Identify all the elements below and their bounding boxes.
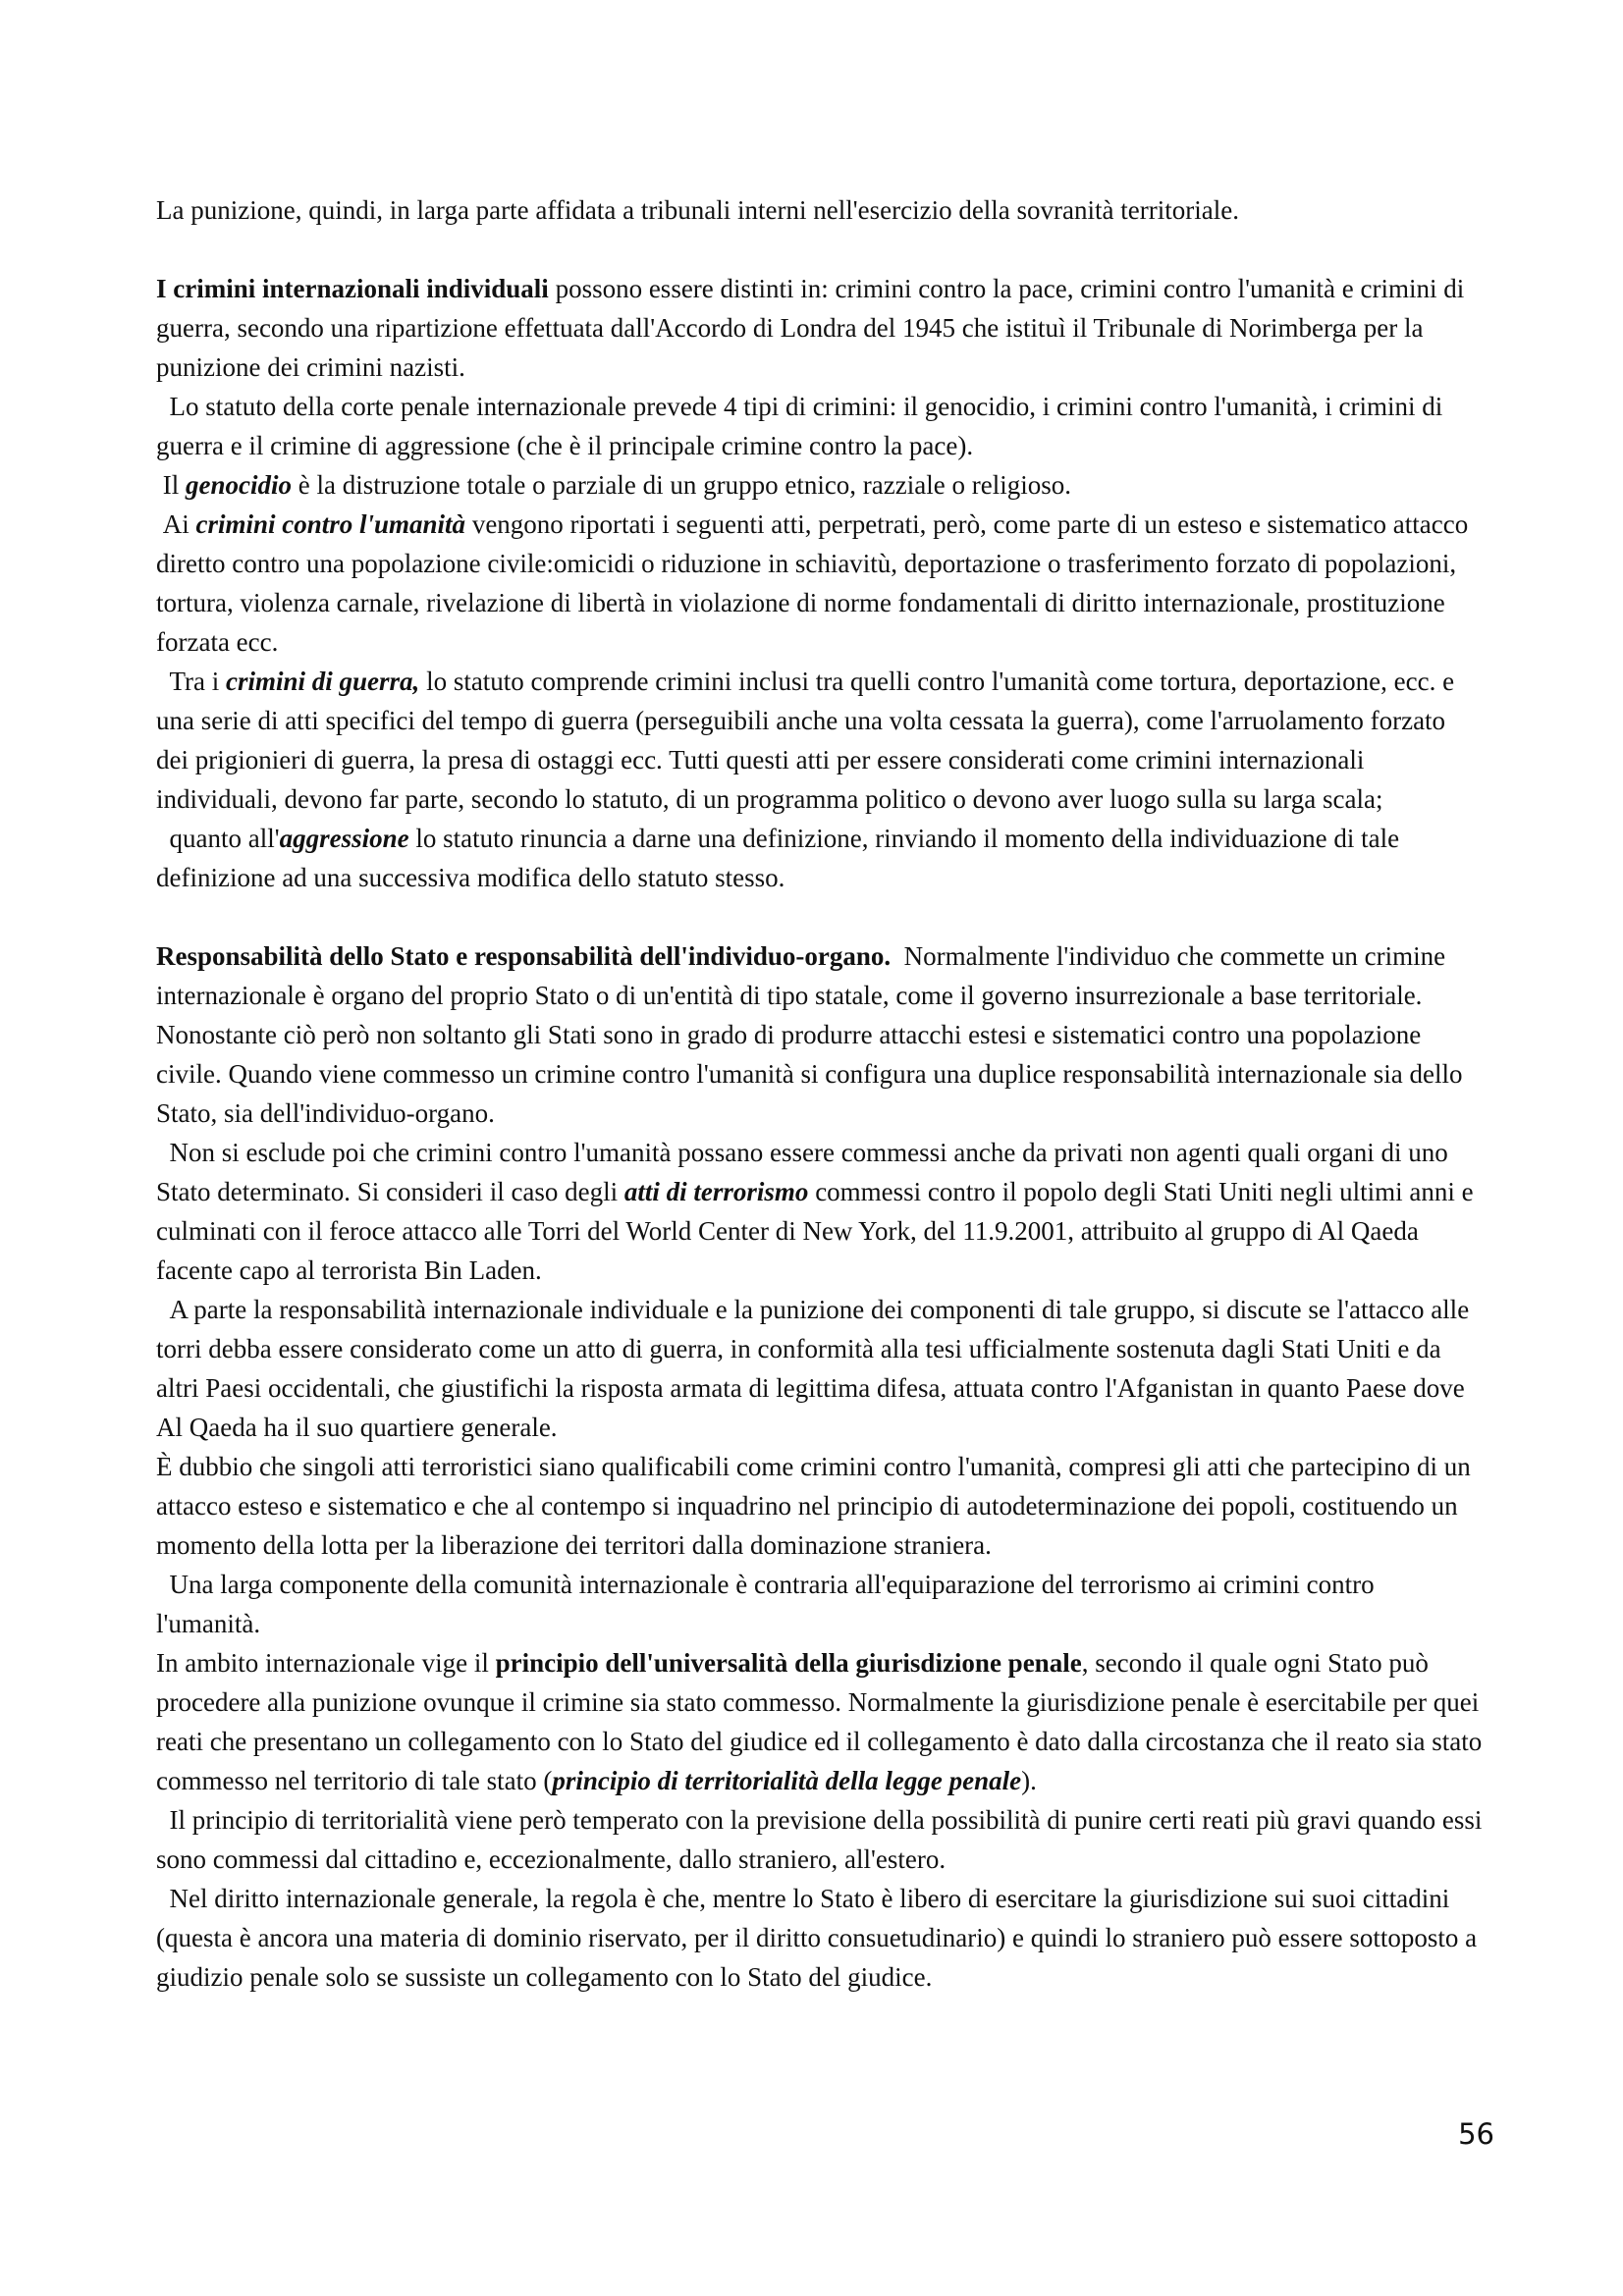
paragraph-text: Lo statuto della corte penale internazionale prevede 4 tipi di crimini: il genocidio, i crimini contro l'umanità, i crimini di guerra e il crimine di aggressione (che è il principale crimine contro la pace).: [156, 392, 1449, 460]
document-body: [156, 190, 1489, 1997]
paragraph-text: A parte la responsabilità internazionale individuale e la punizione dei componenti di tale gruppo, si discute se l'attacco alle torri debba essere considerato come un atto di guerra, in conformità alla tesi ufficialmente sostenuta dagli Stati Uniti e da altri Paesi occidentali, che giustifichi la risposta armata di legittima difesa, attuata contro l'Afganistan in quanto Paese dove Al Qaeda ha il suo quartiere generale.: [156, 1295, 1476, 1442]
emphasized-term: principio dell'universalità della giurisdizione penale: [495, 1648, 1082, 1678]
paragraph-text: lo statuto comprende crimini inclusi tra quelli contro l'umanità come tortura, deportazione, ecc. e una serie di atti specifici del tempo di guerra (perseguibili anche una volta cessata la guerra), come l'arruolamento forzato dei prigionieri di guerra, la presa di ostaggi ecc. Tutti questi atti per essere considerati come crimini internazionali individuali, devono far parte, secondo lo statuto, di un programma politico o devono aver luogo sulla su larga scala;: [156, 667, 1461, 814]
paragraph: [156, 936, 1484, 1133]
paragraph-text: Normalmente l'individuo che commette un crimine internazionale è organo del proprio Stato o di un'entità di tipo statale, come il governo insurrezionale a base territoriale. Nonostante ciò però non soltanto gli Stati sono in grado di produrre attacchi estesi e sistematici contro una popolazione civile. Quando viene commesso un crimine contro l'umanità si configura una duplice responsabilità internazionale sia dello Stato, sia dell'individuo-organo.: [156, 941, 1470, 1128]
paragraph: [156, 1800, 1489, 1879]
paragraph-gap: [156, 230, 1484, 269]
paragraph-text: ).: [1021, 1766, 1037, 1795]
paragraph-text: In ambito internazionale vige il: [156, 1648, 496, 1678]
emphasized-term: genocidio: [186, 470, 292, 500]
paragraph-text: Tra i: [156, 667, 227, 696]
paragraph: [156, 1290, 1484, 1447]
paragraph-text: Non si esclude poi che crimini contro l'umanità possano essere commessi anche da privati non agenti quali organi di uno Stato determinato. Si consideri il caso degli: [156, 1138, 1455, 1206]
paragraph: [156, 269, 1484, 387]
paragraph: [156, 1447, 1484, 1565]
paragraph-text: Il principio di territorialità viene però temperato con la previsione della possibilità di punire certi reati più gravi quando essi sono commessi dal cittadino e, eccezionalmente, dallo straniero, all'estero.: [156, 1805, 1489, 1874]
paragraph: [156, 1133, 1484, 1290]
paragraph: [156, 1879, 1484, 1997]
paragraph-text: vengono riportati i seguenti atti, perpetrati, però, come parte di un esteso e sistematico attacco diretto contro una popolazione civile:omicidi o riduzione in schiavitù, deportazione o trasferimento forzato di popolazioni, tortura, violenza carnale, rivelazione di libertà in violazione di norme fondamentali di diritto internazionale, prostituzione forzata ecc.: [156, 509, 1475, 657]
emphasized-term: I crimini internazionali individuali: [156, 274, 549, 303]
paragraph: [156, 1565, 1484, 1643]
emphasized-term: principio di territorialità della legge penale: [552, 1766, 1022, 1795]
paragraph-text: , secondo il quale ogni Stato può procedere alla punizione ovunque il crimine sia stato commesso. Normalmente la giurisdizione penale è esercitabile per quei reati che presentano un collegamento con lo Stato del giudice ed il collegamento è dato dalla circostanza che il reato sia stato commesso nel territorio di tale stato (: [156, 1648, 1488, 1795]
paragraph: [156, 1643, 1488, 1800]
paragraph-text: Nel diritto internazionale generale, la regola è che, mentre lo Stato è libero di esercitare la giurisdizione sui suoi cittadini (questa è ancora una materia di dominio riservato, per il diritto consuetudinario) e quindi lo straniero può essere sottoposto a giudizio penale solo se sussiste un collegamento con lo Stato del giudice.: [156, 1884, 1484, 1992]
paragraph-text: La punizione, quindi, in larga parte affidata a tribunali interni nell'esercizio della sovranità territoriale.: [156, 195, 1239, 225]
paragraph: [156, 662, 1484, 819]
paragraph-text: È dubbio che singoli atti terroristici siano qualificabili come crimini contro l'umanità, compresi gli atti che partecipino di un attacco esteso e sistematico e che al contempo si inquadrino nel principio di autodeterminazione dei popoli, costituendo un momento della lotta per la liberazione dei territori dalla dominazione straniera.: [156, 1452, 1478, 1560]
emphasized-term: crimini di guerra,: [226, 667, 420, 696]
paragraph-text: commessi contro il popolo degli Stati Uniti negli ultimi anni e culminati con il feroce attacco alle Torri del World Center di New York, del 11.9.2001, attribuito al gruppo di Al Qaeda facente capo al terrorista Bin Laden.: [156, 1177, 1481, 1285]
paragraph-text: Ai: [156, 509, 196, 539]
paragraph-text: è la distruzione totale o parziale di un gruppo etnico, razziale o religioso.: [292, 470, 1071, 500]
page-number: 56: [1458, 2117, 1494, 2151]
paragraph-gap: [156, 897, 1484, 936]
emphasized-term: atti di terrorismo: [623, 1177, 809, 1206]
paragraph: [156, 465, 1484, 505]
emphasized-term: aggressione: [279, 824, 409, 853]
paragraph-text: quanto all': [156, 824, 280, 853]
paragraph-text: Il: [156, 470, 186, 500]
paragraph-text: lo statuto rinuncia a darne una definizione, rinviando il momento della individuazione di tale definizione ad una successiva modifica dello statuto stesso.: [156, 824, 1406, 892]
paragraph: [156, 387, 1484, 465]
emphasized-term: crimini contro l'umanità: [195, 509, 466, 539]
paragraph: [156, 190, 1484, 230]
paragraph: [156, 505, 1484, 662]
paragraph: [156, 819, 1484, 897]
paragraph-text: Una larga componente della comunità internazionale è contraria all'equiparazione del terrorismo ai crimini contro l'umanità.: [156, 1570, 1381, 1638]
emphasized-term: Responsabilità dello Stato e responsabilità dell'individuo-organo.: [156, 941, 892, 971]
paragraph-text: possono essere distinti in: crimini contro la pace, crimini contro l'umanità e crimini di guerra, secondo una ripartizione effettuata dall'Accordo di Londra del 1945 che istituì il Tribunale di Norimberga per la punizione dei crimini nazisti.: [156, 274, 1471, 382]
